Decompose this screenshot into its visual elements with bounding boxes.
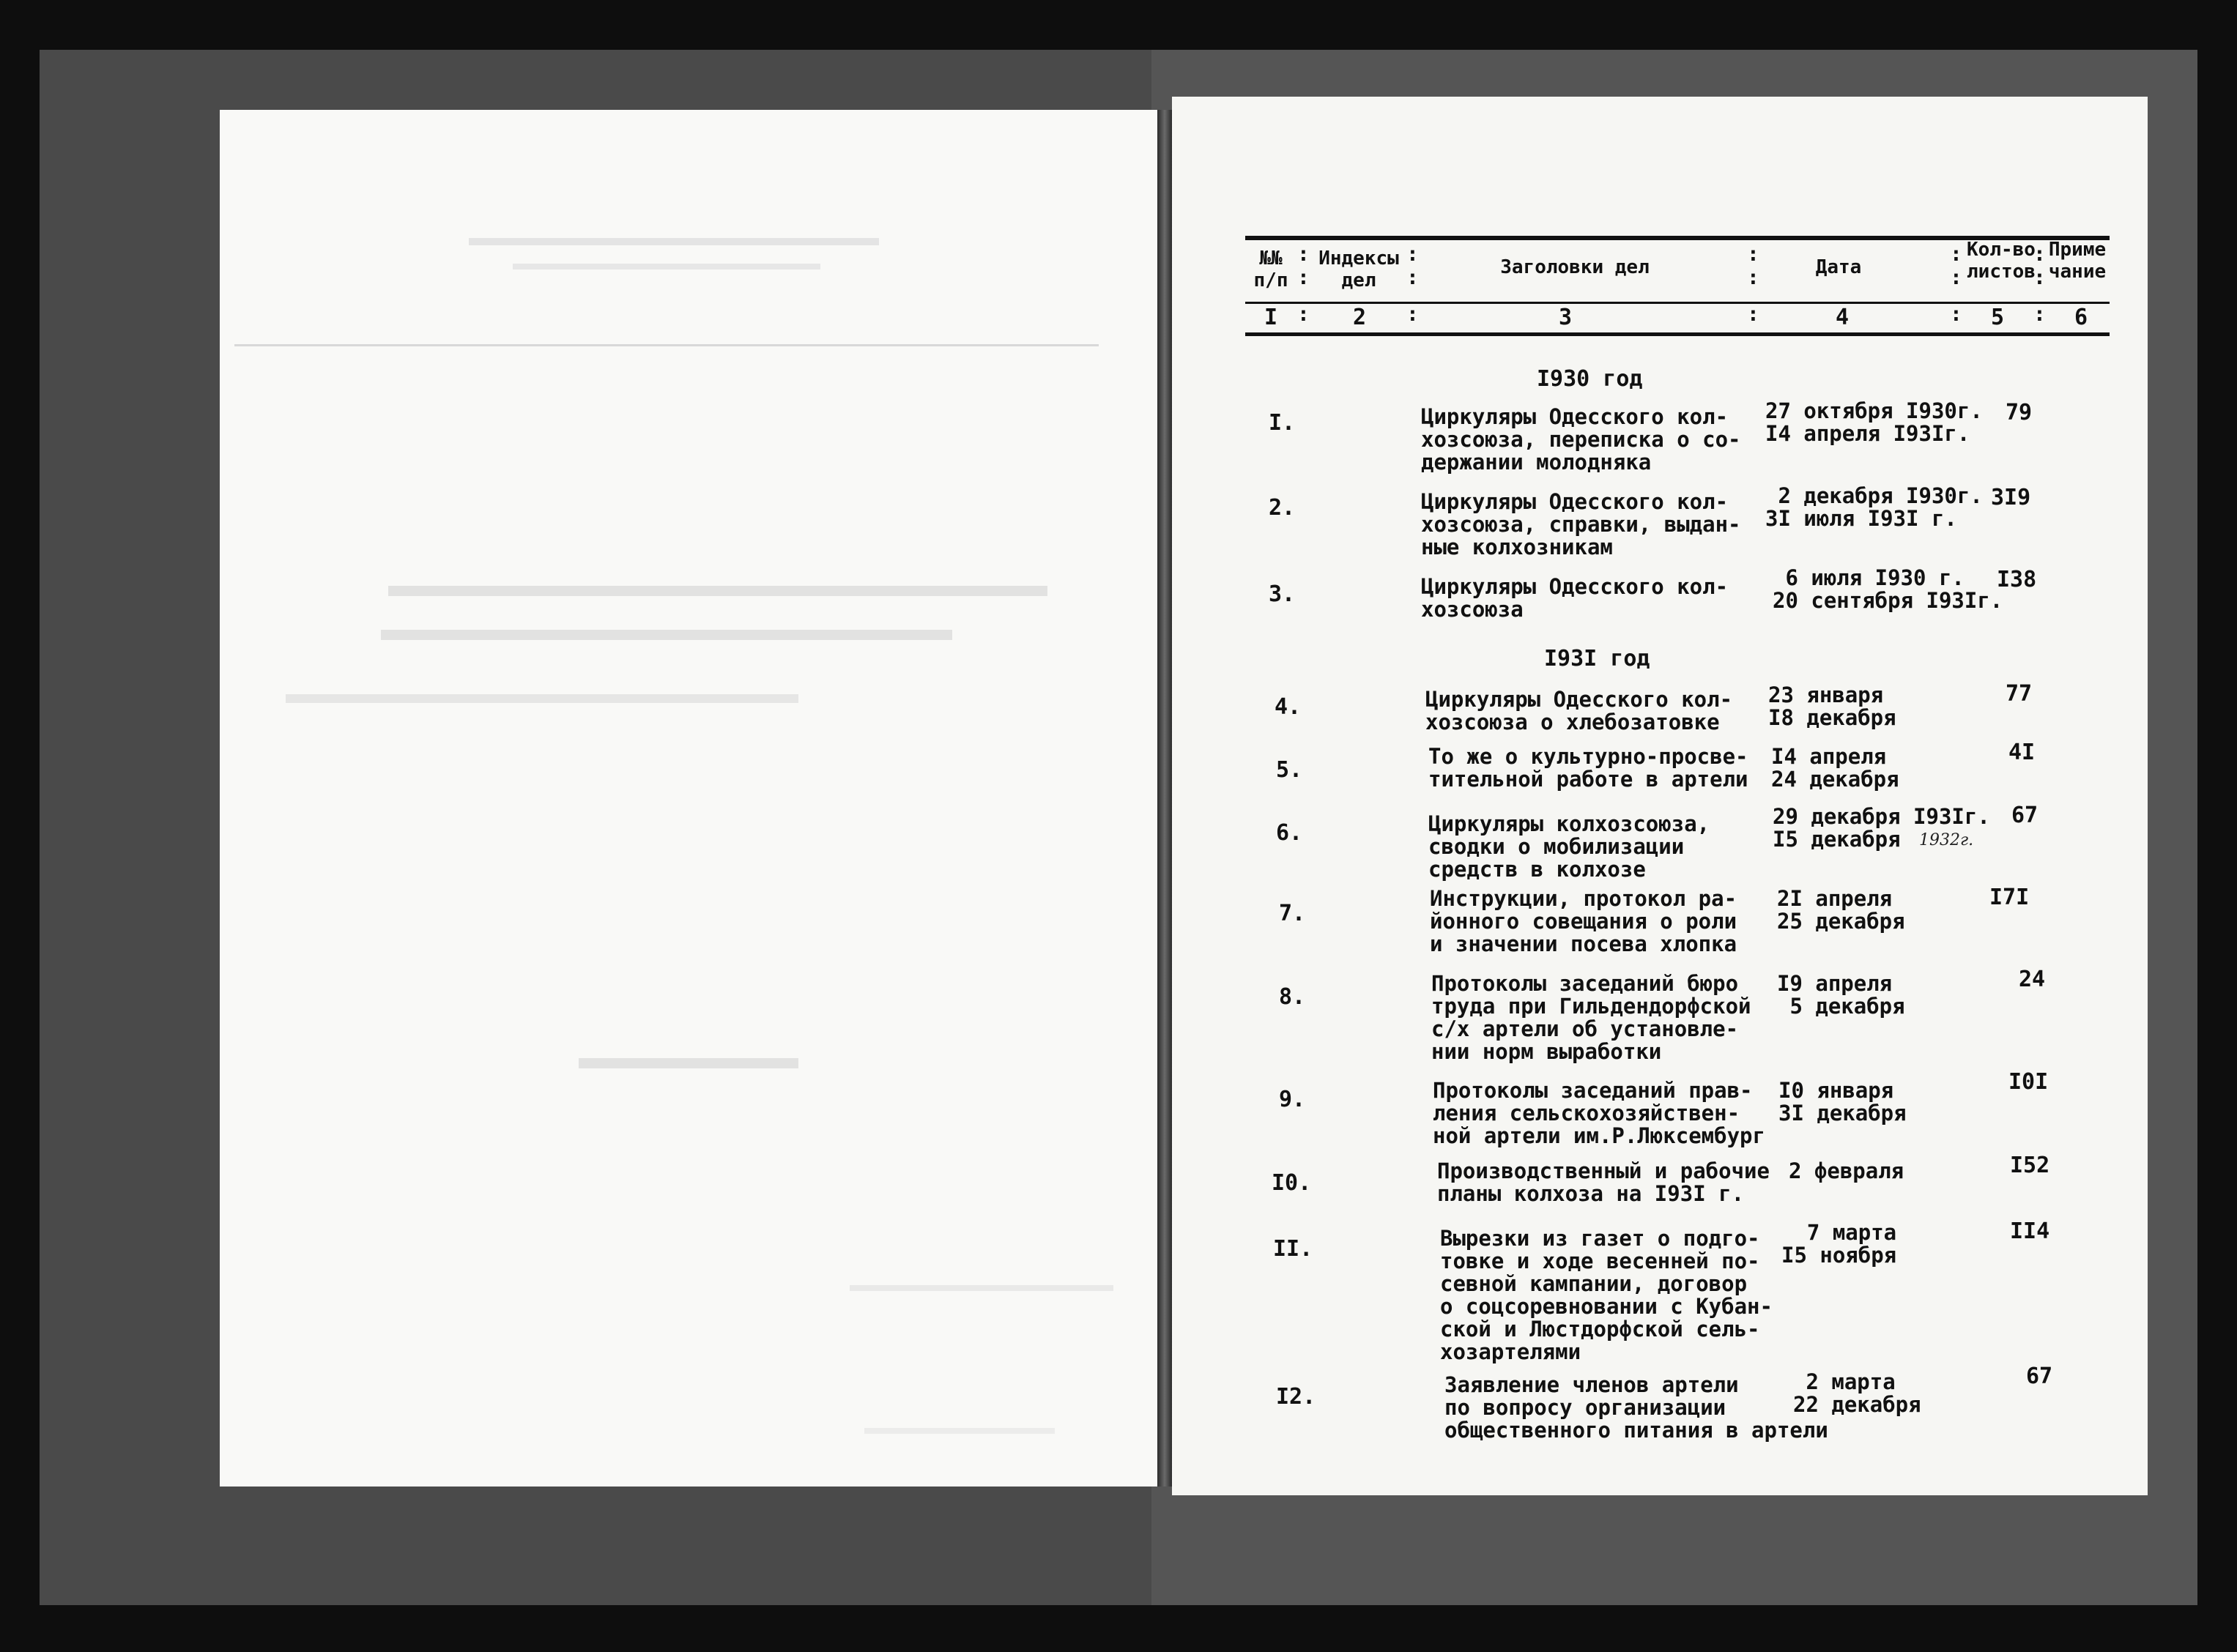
row-date: 6 июля I930 г. 20 сентября I93Iг. (1773, 565, 2003, 613)
header-num-3: 3 (1559, 305, 1573, 330)
header-col-index: Индексы дел (1318, 248, 1399, 291)
row-title: Циркуляры Одесского кол- хозсоюза (1421, 574, 1729, 622)
header-mid-rule (1245, 302, 2110, 304)
header-col-title: Заголовки дел (1500, 256, 1650, 278)
header-col-num: №№ п/п (1253, 248, 1288, 291)
row-title: То же о культурно-просве- тительной работе в артели (1428, 744, 1748, 792)
header-num-5: 5 (1991, 305, 2005, 330)
row-title: Циркуляры Одесского кол- хозсоюза, переписка о со- держании молодняка (1421, 404, 1741, 475)
row-date: I9 апреля 5 декабря (1777, 971, 1905, 1019)
row-number: I. (1269, 410, 1296, 436)
header-num-4: 4 (1836, 305, 1850, 330)
row-sheets: 79 (2006, 400, 2033, 425)
row-date: 23 января I8 декабря (1768, 682, 1896, 730)
row-number: II. (1273, 1236, 1313, 1262)
row-number: 3. (1269, 581, 1296, 607)
header-col-notes: Приме чание (2048, 239, 2107, 283)
row-number: 2. (1269, 495, 1296, 521)
left-page (220, 110, 1172, 1487)
row-date: 2 февраля (1789, 1158, 1904, 1183)
row-sheets: I0I (2008, 1069, 2049, 1095)
row-date: 2I апреля 25 декабря (1777, 886, 1905, 934)
header-col-sheets: Кол-во листов (1967, 239, 2036, 283)
header-num-1: I (1264, 305, 1278, 330)
row-date: 7 марта I5 ноября (1781, 1220, 1897, 1268)
row-number: I2. (1276, 1384, 1316, 1410)
row-number: 7. (1279, 901, 1306, 926)
row-sheets: I7I (1989, 885, 2030, 910)
row-date: 2 марта 22 декабря (1793, 1369, 1921, 1417)
row-number: 9. (1279, 1087, 1306, 1112)
row-title: Циркуляры Одесского кол- хозсоюза о хлебозатовке (1425, 687, 1733, 734)
row-number: 8. (1279, 984, 1306, 1010)
row-sheets: 67 (2026, 1363, 2053, 1389)
row-title: Протоколы заседаний прав- ления сельскохозяйствен- ной артели им.Р.Люксембург (1433, 1078, 1765, 1148)
row-number: 6. (1276, 820, 1303, 846)
row-date: I4 апреля 24 декабря (1771, 744, 1899, 792)
header-num-2: 2 (1353, 305, 1367, 330)
row-title: Протоколы заседаний бюро труда при Гильдендорфской с/х артели об установле- нии норм выработки (1431, 971, 1751, 1064)
year-heading-1930: I930 год (1537, 366, 1643, 392)
row-title: Инструкции, протокол ра- йонного совещания о роли и значении посева хлопка (1430, 886, 1737, 956)
row-sheets: 67 (2011, 803, 2038, 828)
handwritten-correction: 1932г. (1919, 831, 1974, 849)
row-number: 4. (1275, 694, 1302, 720)
header-bottom-rule (1245, 332, 2110, 336)
row-title: Вырезки из газет о подго- товке и ходе весенней по- севной кампании, договор о соцсоревновании с Кубан- ской и Люстдорфской сель- хозартелями (1440, 1226, 1773, 1364)
row-title: Заявление членов артели по вопросу организации общественного питания в артели (1444, 1372, 1828, 1443)
header-num-6: 6 (2074, 305, 2088, 330)
year-heading-1931: I93I год (1544, 646, 1650, 671)
row-sheets: 3I9 (1991, 485, 2031, 510)
row-date: 27 октября I930г. I4 апреля I93Iг. (1765, 398, 1983, 446)
row-sheets: 24 (2019, 967, 2046, 992)
row-number: I0. (1272, 1170, 1312, 1196)
row-date: I0 января 3I декабря (1778, 1078, 1907, 1125)
row-number: 5. (1276, 757, 1303, 783)
row-sheets: II4 (2010, 1218, 2050, 1244)
row-sheets: I52 (2010, 1153, 2050, 1178)
row-date: 2 декабря I930г. ЗI июля I93I г. (1765, 483, 1983, 531)
row-title: Циркуляры колхозсоюза, сводки о мобилизации средств в колхозе (1428, 811, 1710, 882)
row-title: Производственный и рабочие планы колхоза на I93I г. (1437, 1158, 1770, 1206)
row-date: 29 декабря I93Iг. I5 декабря (1773, 804, 1990, 852)
row-sheets: I38 (1997, 567, 2037, 592)
book-spine (1157, 110, 1172, 1487)
header-col-date: Дата (1815, 256, 1862, 278)
row-sheets: 77 (2006, 681, 2033, 707)
row-sheets: 4I (2008, 740, 2036, 765)
row-title: Циркуляры Одесского кол- хозсоюза, справки, выдан- ные колхозникам (1421, 489, 1741, 559)
